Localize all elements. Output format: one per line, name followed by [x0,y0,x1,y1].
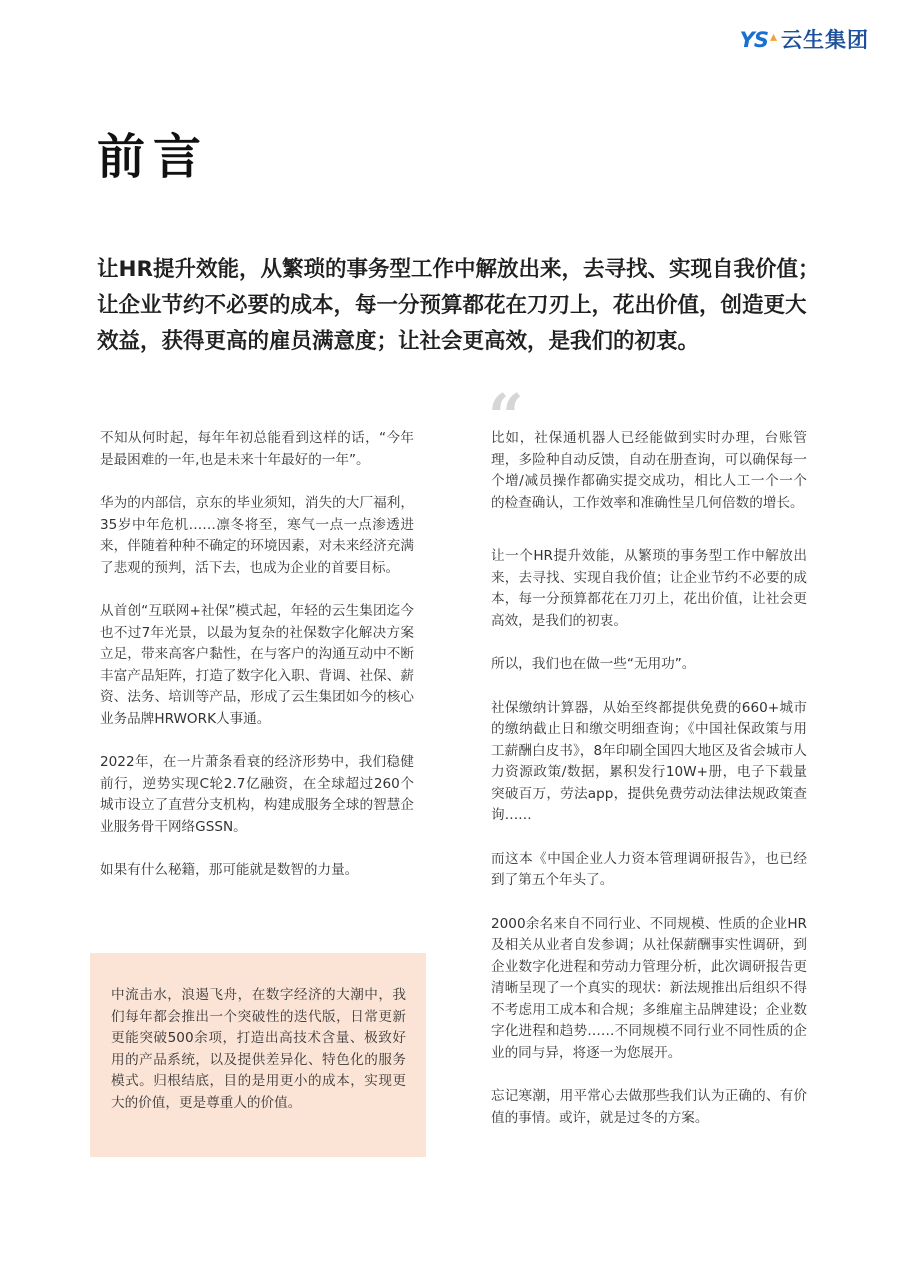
left-column [100,428,414,904]
right-column [491,428,807,1151]
lead-paragraph: 让HR提升效能，从繁琐的事务型工作中解放出来，去寻找、实现自我价值；让企业节约不必要的成本，每一分预算都花在刀刃上，花出价值，创造更大效益，获得更高的雇员满意度；让社会更高效，是我们的初衷。 [97,257,820,354]
right-paragraph: 所以，我们也在做一些“无用功”。 [491,656,696,672]
left-paragraph: 如果有什么秘籍，那可能就是数智的力量。 [100,862,359,878]
page-title: 前言 [97,129,210,185]
right-paragraph: 而这本《中国企业人力资本管理调研报告》，也已经到了第五个年头了。 [491,850,807,888]
logo-mark-icon: ▴ [769,29,777,45]
left-paragraph: 不知从何时起，每年年初总能看到这样的话，“今年是最困难的一年,也是未来十年最好的一年”。 [100,430,414,468]
left-paragraph: 从首创“互联网+社保”模式起，年轻的云生集团迄今也不过7年光景，以最为复杂的社保数字化解决方案立足，带来高客户黏性，在与客户的沟通互动中不断丰富产品矩阵，打造了数字化入职、背调、社保、薪资、法务、培训等产品，形成了云生集团如今的核心业务品牌HRWORK人事通。 [100,603,414,727]
left-paragraph: 华为的内部信，京东的毕业须知，消失的大厂福利，35岁中年危机……凛冬将至，寒气一点一点渗透进来，伴随着种种不确定的环境因素，对未来经济充满了悲观的预判，活下去，也成为企业的首要目标。 [100,495,414,576]
logo-ys: YS [739,28,768,52]
left-paragraph: 2022年，在一片萧条看衰的经济形势中，我们稳健前行，逆势实现C轮2.7亿融资，在全球超过260个城市设立了直营分支机构，构建成服务全球的智慧企业服务骨干网络GSSN。 [100,754,414,835]
right-paragraph: 2000余名来自不同行业、不同规模、性质的企业HR及相关从业者自发参调；从社保薪酬事实性调研，到企业数字化进程和劳动力管理分析，此次调研报告更清晰呈现了一个真实的现状：新法规推出后组织不得不考虑用工成本和合规；多维雇主品牌建设；企业数字化进程和趋势……不同规模不同行业不同性质的企业的同与异，将逐一为您展开。 [491,915,807,1061]
callout-text: 中流击水，浪遏飞舟，在数字经济的大潮中，我们每年都会推出一个突破性的迭代版，日常更新更能突破500余项，打造出高技术含量、极致好用的产品系统，以及提供差异化、特色化的服务模式。归根结底，目的是用更小的成本，实现更大的价值，更是尊重人的价值。 [111,987,406,1111]
quote-mark-icon: “ [488,380,524,453]
right-paragraph: 让一个HR提升效能，从繁琐的事务型工作中解放出来，去寻找、实现自我价值；让企业节约不必要的成本，每一分预算都花在刀刃上，花出价值，让社会更高效，是我们的初衷。 [491,548,807,629]
right-paragraph: 比如，社保通机器人已经能做到实时办理，台账管理，多险种自动反馈，自动在册查询，可以确保每一个增/减员操作都确实提交成功，相比人工一个一个的检查确认，工作效率和准确性呈几何倍数的增长。 [491,430,807,511]
highlight-callout [90,953,426,1157]
logo-name: 云生集团 [781,28,869,52]
right-paragraph: 社保缴纳计算器，从始至终都提供免费的660+城市的缴纳截止日和缴交明细查询；《中国社保政策与用工薪酬白皮书》，8年印刷全国四大地区及省会城市人力资源政策/数据，累积发行10W+册，电子下载量突破百万，劳法app，提供免费劳动法律法规政策查询…… [491,699,807,823]
company-logo [740,30,869,51]
right-paragraph: 忘记寒潮，用平常心去做那些我们认为正确的、有价值的事情。或许，就是过冬的方案。 [491,1088,807,1126]
